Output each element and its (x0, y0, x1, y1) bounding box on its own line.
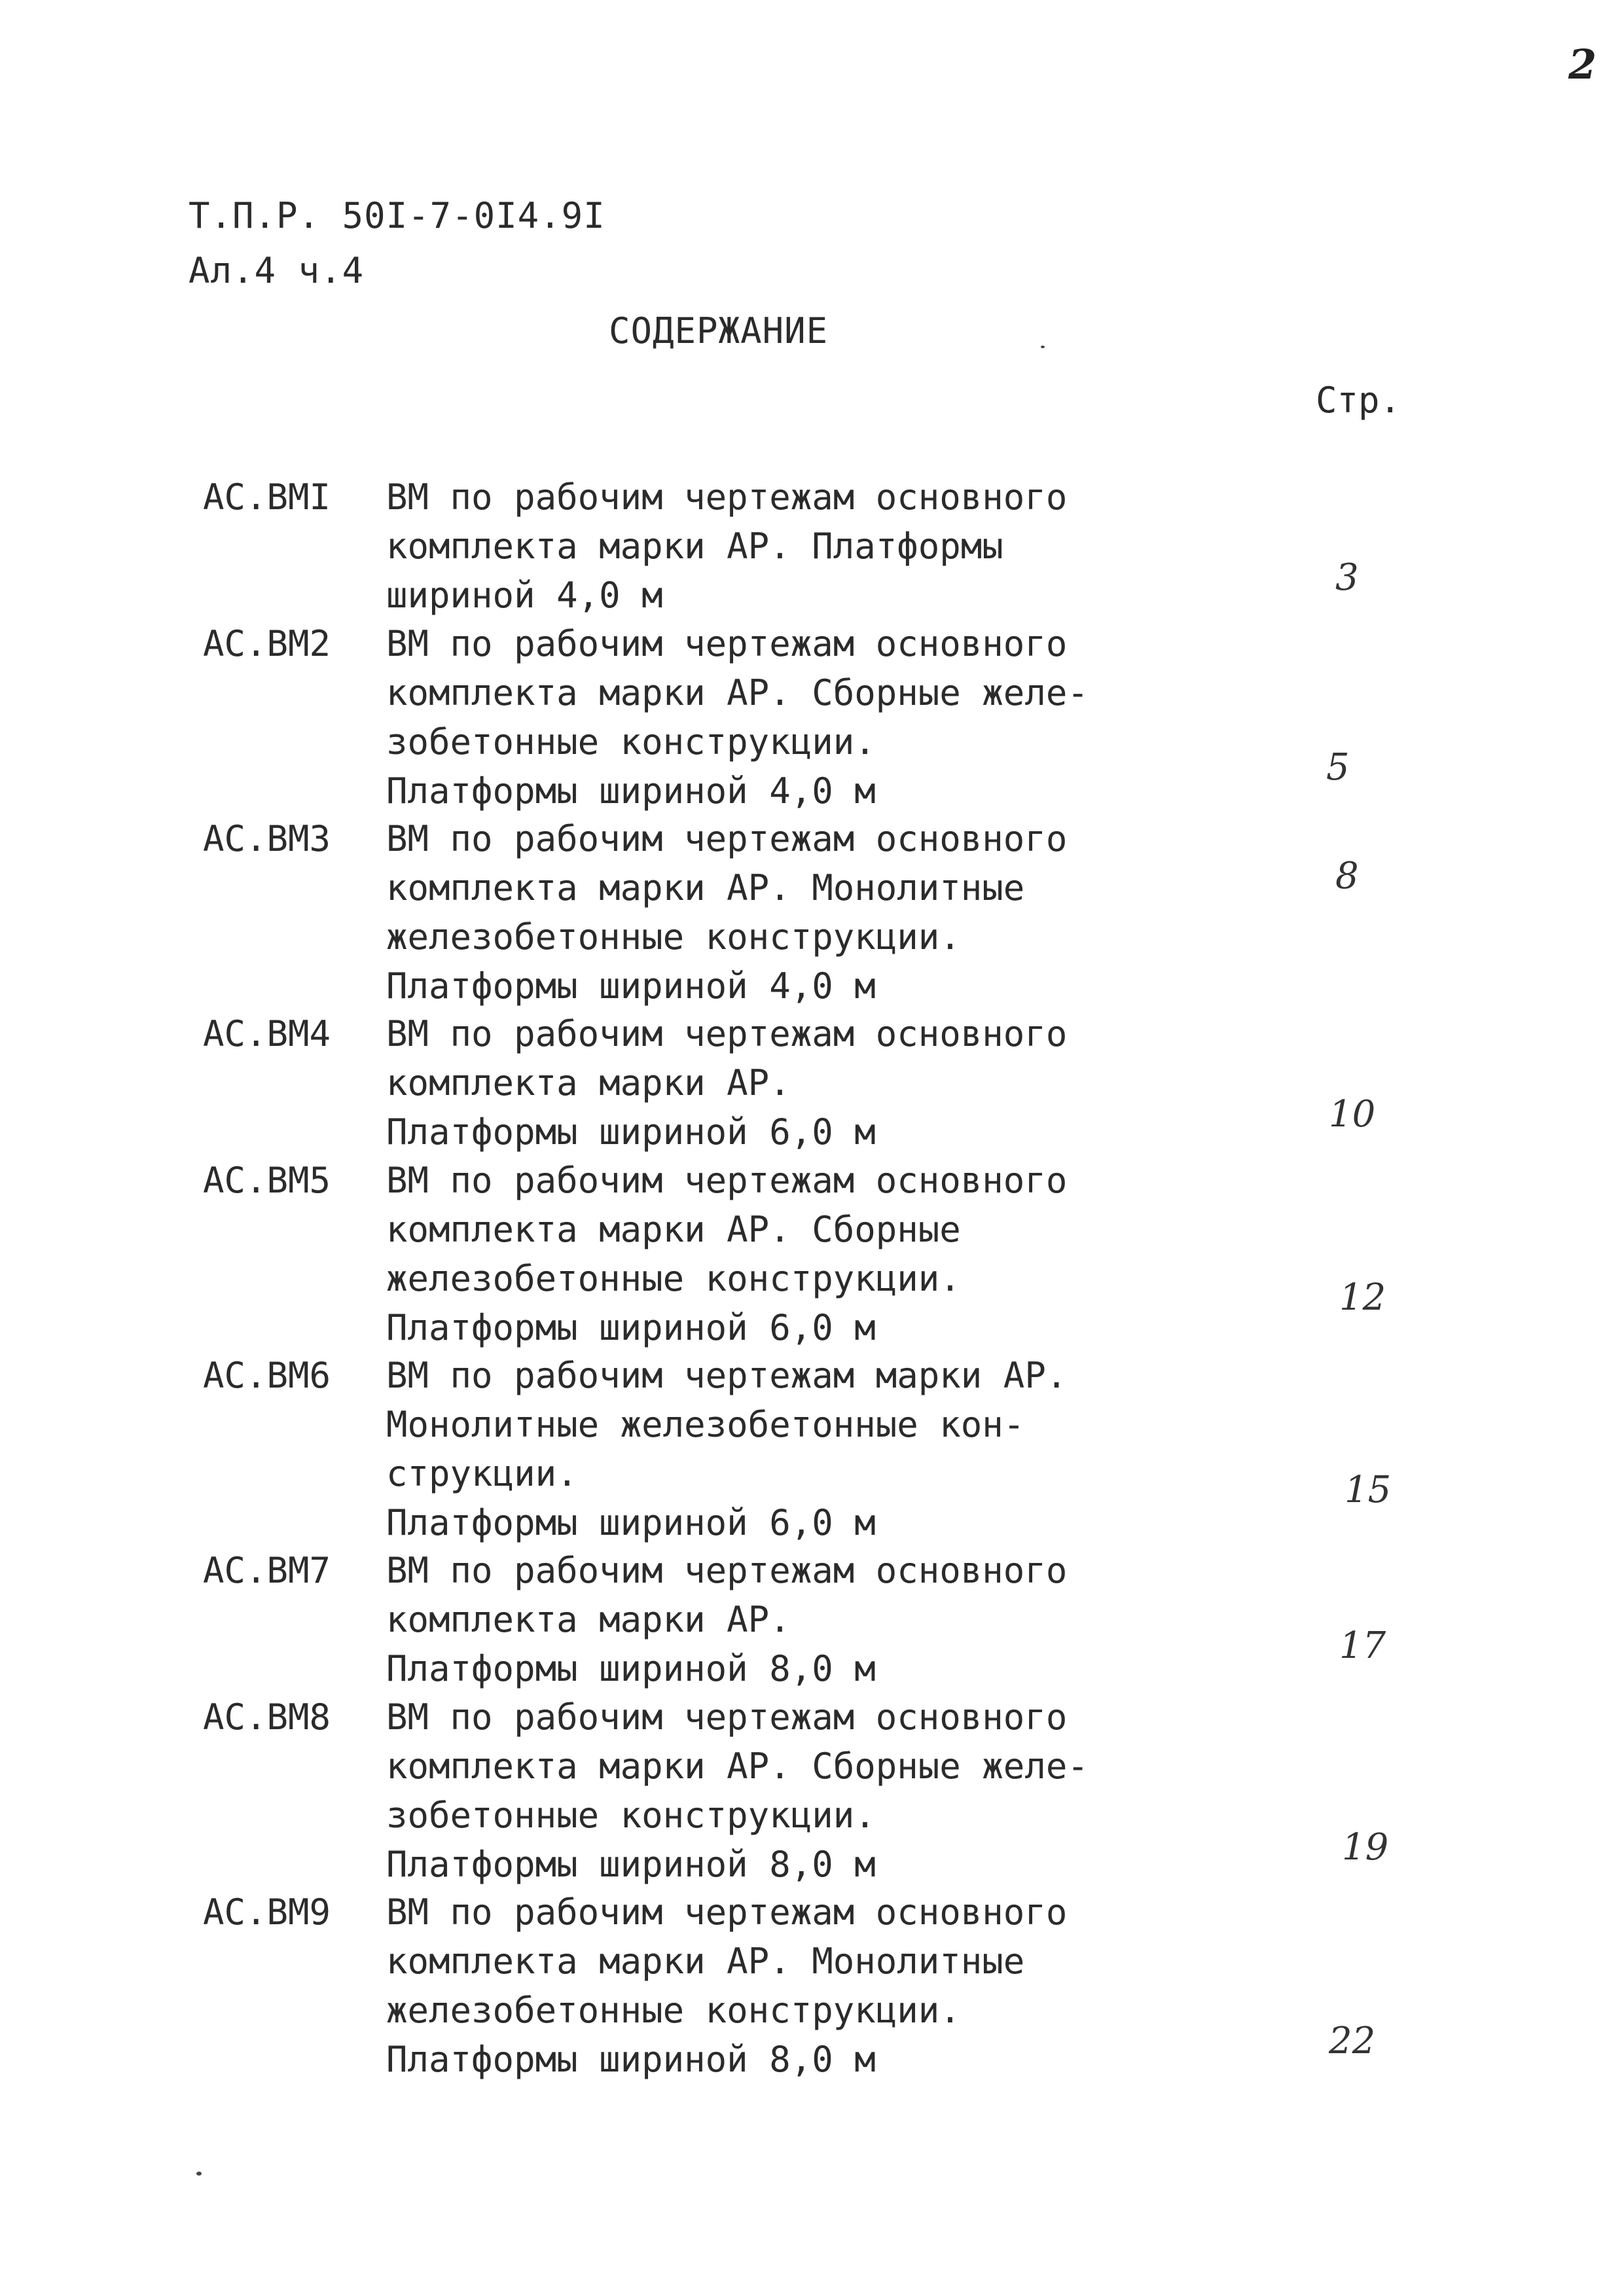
entry-page: 22 (1329, 2020, 1376, 2062)
document-code: Т.П.Р. 50I-7-0I4.9I (189, 195, 605, 236)
scan-speck (196, 2172, 202, 2176)
entry-code: АС.ВМ8 (203, 1696, 331, 1738)
entry-description: ВМ по рабочим чертежам основного комплекта марки АР. Сборные железобетонные конструкции. Платформы шириной 6,0 м (386, 1160, 1068, 1348)
entry-code: АС.ВМ5 (203, 1160, 331, 1201)
entry-page: 8 (1335, 855, 1359, 897)
entry-code: АС.ВМI (203, 476, 331, 518)
entry-description: ВМ по рабочим чертежам основного комплекта марки АР. Монолитные железобетонные конструкции. Платформы шириной 8,0 м (386, 1892, 1068, 2080)
entry-code: АС.ВМ9 (203, 1892, 331, 1933)
entry-description: ВМ по рабочим чертежам основного комплекта марки АР. Монолитные железобетонные конструкции. Платформы шириной 4,0 м (386, 818, 1068, 1007)
album-part: Ал.4 ч.4 (189, 250, 365, 291)
entry-page: 12 (1339, 1276, 1386, 1319)
entry-description: ВМ по рабочим чертежам основного комплекта марки АР. Платформы шириной 8,0 м (386, 1550, 1068, 1689)
entry-page: 17 (1339, 1624, 1386, 1667)
entry-code: АС.ВМ3 (203, 818, 331, 859)
entry-description: ВМ по рабочим чертежам основного комплекта марки АР. Платформы шириной 4,0 м (386, 476, 1068, 616)
page-title: СОДЕРЖАНИЕ (609, 310, 829, 351)
entry-page: 15 (1344, 1469, 1392, 1511)
page-column-header: Стр. (1316, 380, 1401, 421)
entry-page: 10 (1329, 1093, 1376, 1136)
entry-description: ВМ по рабочим чертежам основного комплекта марки АР. Сборные желе- зобетонные конструкции. Платформы шириной 4,0 м (386, 623, 1089, 812)
entry-code: АС.ВМ6 (203, 1355, 331, 1396)
entry-page: 3 (1335, 556, 1359, 599)
scan-speck (1041, 346, 1045, 348)
entry-description: ВМ по рабочим чертежам марки АР. Монолитные железобетонные кон- струкции. Платформы шириной 6,0 м (386, 1355, 1068, 1543)
entry-description: ВМ по рабочим чертежам основного комплекта марки АР. Платформы шириной 6,0 м (386, 1013, 1068, 1153)
entry-page: 19 (1342, 1826, 1389, 1869)
page-number: 2 (1568, 41, 1597, 88)
entry-description: ВМ по рабочим чертежам основного комплекта марки АР. Сборные желе- зобетонные конструкции. Платформы шириной 8,0 м (386, 1696, 1089, 1885)
entry-code: АС.ВМ7 (203, 1550, 331, 1591)
entry-page: 5 (1326, 746, 1350, 789)
entry-code: АС.ВМ4 (203, 1013, 331, 1054)
entry-code: АС.ВМ2 (203, 623, 331, 664)
